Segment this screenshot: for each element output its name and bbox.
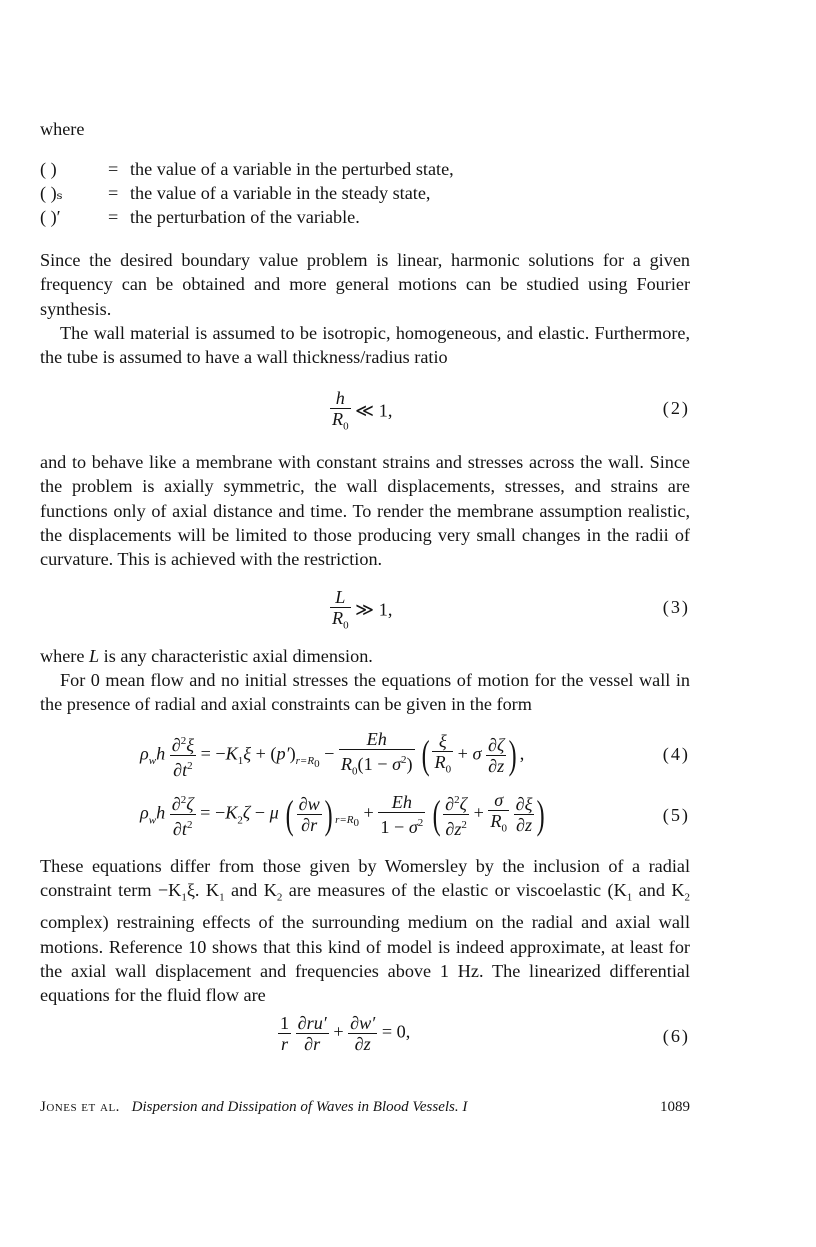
paragraph-equations-motion: For 0 mean flow and no initial stresses the equations of motion for the vessel wall in the presence of radial and axial constraints can be given in the form — [40, 670, 690, 715]
equation-number: (4) — [662, 744, 690, 764]
text-run: complex) restraining effects of the surrounding medium on the radial and axial wall motions. Reference 10 shows that this kind of model is indeed approximate, at least for the axial wall displacement and frequencies above 1 Hz. The linearized differential equations for the fluid flow are — [40, 912, 690, 1006]
equation-number: (5) — [662, 805, 690, 825]
paragraph-membrane: and to behave like a membrane with constant strains and stresses across the wall. Since the problem is axially symmetric, the wall displacements, stresses, and strains are functions only of axial distance and time. To render the membrane assumption realistic, the displacements will be limited to those producing very small changes in the radii of curvature. This is achieved with the restriction. — [40, 452, 690, 570]
page-footer — [40, 1099, 690, 1116]
definition-list — [40, 159, 690, 234]
equation-3: $\frac{L}{R_0}$ ≫ 1, (3) — [332, 587, 690, 632]
definition-equals: = — [108, 183, 119, 203]
definition-equals: = — [108, 159, 119, 179]
definition-symbol: ( ) — [40, 159, 57, 179]
text-run: ξ. K — [186, 880, 220, 901]
paragraph-linear: Since the desired boundary value problem is linear, harmonic solutions for a given frequency can be obtained and more general motions can be studied using Fourier synthesis. — [40, 250, 690, 319]
equation-5: $\rho_wh$ $\frac{\partial^2\zeta}{\partial t^2}$ = $-K_2\zeta - \mu$ ( $\frac{\partial w}{\partial r}$ ) $_{r=R_0}$ + $\frac{Eh}{1 - \sigma^2}$ ( $\frac{\partial^2\zeta}{\partial z^2}$ + $\frac{\sigma}{R_0}$ $\frac{\partial\xi}{\partial z}$ ) (5) — [140, 790, 690, 840]
paragraph-wall-material: The wall material is assumed to be isotropic, homogeneous, and elastic. Furthermore, the tube is assumed to have a wall thickness/radius ratio — [40, 323, 690, 368]
footer-authors: Jones et al. — [40, 1099, 120, 1115]
definition-text: the value of a variable in the steady state, — [130, 183, 431, 203]
text-run: and K — [632, 880, 685, 901]
where-label: where — [40, 119, 85, 139]
paragraph-L — [40, 644, 690, 668]
equation-number: (2) — [662, 398, 690, 418]
equation-6: $\frac{1}{r}$ $\frac{\partial ru'}{\partial r}$ + $\frac{\partial w'}{\partial z}$ = 0, (6) — [280, 1013, 690, 1054]
definition-equals: = — [108, 207, 119, 227]
equation-2: $\frac{h}{R_0}$ ≪ 1, (2) — [332, 388, 690, 433]
paragraph-womersley: These equations differ from those given by Womersley by the inclusion of a radial constraint term $-K_1\xi$. $K_1$ and $K_2$ are measures of the elastic or viscoelastic ($K_1$ and $K_2$ complex) restraining effects of the surrounding medium on the radial and axial wall motions. Reference 10 shows that this kind of model is indeed approximate, at least for the axial wall displacement and frequencies above 1 Hz. The linearized differential equations for the fluid flow are — [40, 856, 690, 1006]
text-run: and K — [224, 880, 277, 901]
definition-symbol: ( )ₛ — [40, 183, 63, 203]
definition-text: the perturbation of the variable. — [130, 207, 360, 227]
footer-title: Dispersion and Dissipation of Waves in Blood Vessels. I — [131, 1099, 468, 1115]
text-run: These equations differ from those given by Womersley by the inclusion of a radial constraint term −K — [40, 856, 690, 901]
symbol-L: L — [88, 646, 100, 666]
page-number: 1089 — [660, 1099, 690, 1115]
definition-symbol: ( )′ — [40, 207, 61, 227]
equation-number: (3) — [662, 597, 690, 617]
text-run: are measures of the elastic or viscoelastic (K — [282, 880, 627, 901]
text-run: where — [40, 646, 89, 666]
equation-4: $\rho_wh$ $\frac{\partial^2\xi}{\partial t^2}$ = $-K_1\xi + (p')_{r=R_0}$ − $\frac{Eh}{R_0(1 - \sigma^2)}$ ( $\frac{\xi}{R_0}$ + σ $\frac{\partial\zeta}{\partial z}$ ) , (4) — [140, 729, 690, 780]
text-run: is any characteristic axial dimension. — [99, 646, 373, 666]
definition-text: the value of a variable in the perturbed state, — [130, 159, 454, 179]
equation-number: (6) — [662, 1026, 690, 1046]
